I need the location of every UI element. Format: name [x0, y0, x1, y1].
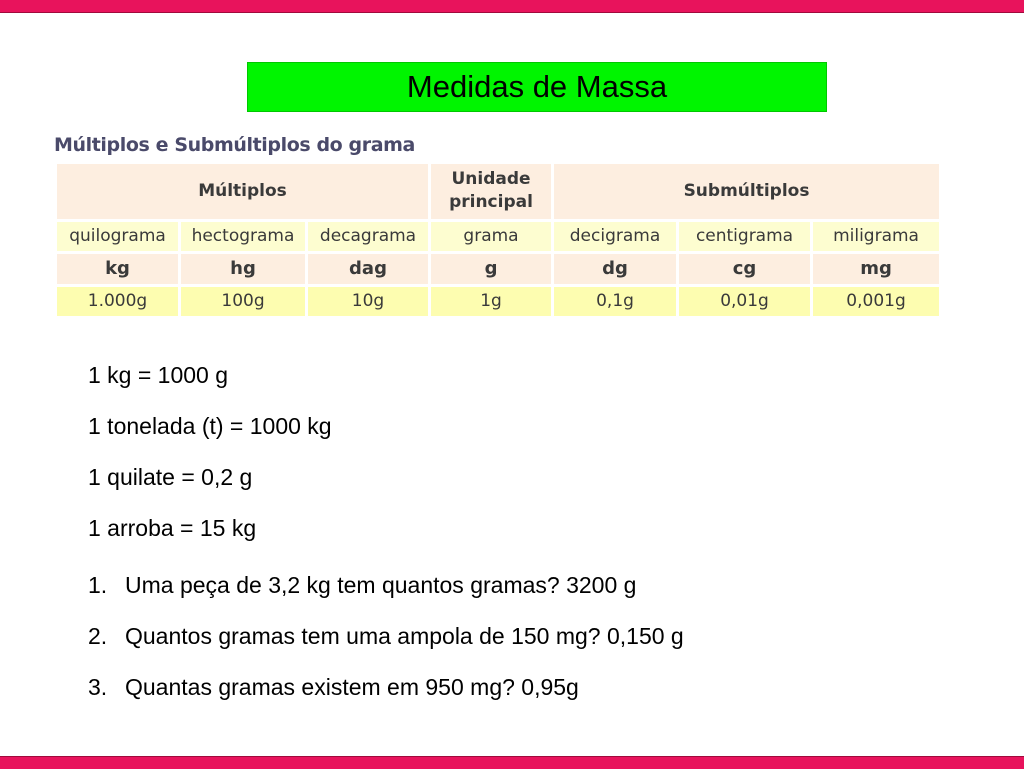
conversion-line: 1 kg = 1000 g	[88, 362, 229, 388]
table-row-symbols	[57, 254, 939, 283]
table-cell: g	[431, 254, 551, 283]
page-title	[247, 62, 827, 112]
conversion-line: 1 arroba = 15 kg	[88, 515, 257, 541]
top-border-bar	[0, 0, 1024, 13]
question-text: Quantos gramas tem uma ampola de 150 mg? 0,150 g	[125, 623, 684, 649]
question-item	[88, 623, 684, 650]
table-cell: quilograma	[57, 222, 178, 251]
table-caption: Múltiplos e Submúltiplos do grama	[54, 134, 415, 156]
table-cell: hg	[181, 254, 305, 283]
bottom-border-bar	[0, 756, 1024, 769]
header-main-unit: Unidade principal	[431, 164, 551, 219]
page-title-text: Medidas de Massa	[406, 69, 668, 104]
table-cell: miligrama	[813, 222, 939, 251]
table-cell: cg	[679, 254, 810, 283]
table-row-values	[57, 287, 939, 316]
mass-units-table	[54, 161, 942, 319]
header-multiples: Múltiplos	[57, 164, 428, 219]
table-cell: dag	[308, 254, 428, 283]
question-text: Quantas gramas existem em 950 mg? 0,95g	[125, 674, 579, 700]
question-item	[88, 572, 636, 599]
table-cell: 10g	[308, 287, 428, 316]
header-submultiples: Submúltiplos	[554, 164, 939, 219]
question-number: 2.	[88, 623, 108, 649]
table-cell: 0,1g	[554, 287, 676, 316]
question-number: 3.	[88, 674, 108, 700]
question-text: Uma peça de 3,2 kg tem quantos gramas? 3200 g	[125, 572, 637, 598]
table-header-row	[57, 164, 939, 219]
table-cell: 0,001g	[813, 287, 939, 316]
table-cell: dg	[554, 254, 676, 283]
conversion-line: 1 tonelada (t) = 1000 kg	[88, 413, 332, 439]
table-cell: grama	[431, 222, 551, 251]
table-cell: kg	[57, 254, 178, 283]
table-cell: centigrama	[679, 222, 810, 251]
question-item	[88, 674, 579, 701]
table-row-names	[57, 222, 939, 251]
table-cell: 1.000g	[57, 287, 178, 316]
conversion-line: 1 quilate = 0,2 g	[88, 464, 253, 490]
table-cell: decagrama	[308, 222, 428, 251]
table-cell: 0,01g	[679, 287, 810, 316]
table-cell: 1g	[431, 287, 551, 316]
table-cell: 100g	[181, 287, 305, 316]
table-cell: decigrama	[554, 222, 676, 251]
question-number: 1.	[88, 572, 108, 598]
table-cell: hectograma	[181, 222, 305, 251]
table-cell: mg	[813, 254, 939, 283]
